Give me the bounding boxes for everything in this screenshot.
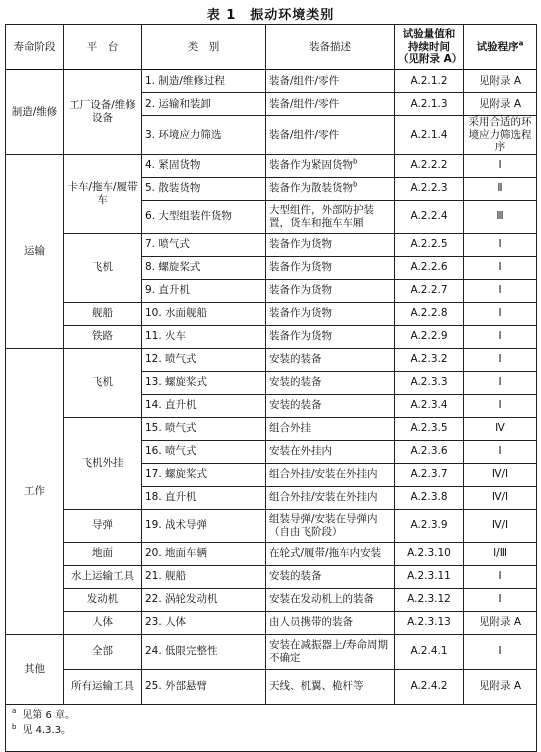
equipment-cell: 装备作为货物: [266, 256, 395, 279]
procedure-cell: Ⅰ: [464, 440, 537, 463]
equipment-cell: 装备/组件/零件: [266, 116, 395, 155]
value-cell: A.2.3.8: [395, 486, 464, 509]
table-row: [6, 542, 537, 565]
category-cell: 24. 低限完整性: [142, 634, 266, 669]
platform-cell: 水上运输工具: [64, 565, 142, 588]
equipment-cell: 装备作为货物: [266, 325, 395, 348]
table-row: [6, 509, 537, 542]
table-row: [6, 348, 537, 371]
category-cell: 3. 环境应力筛选: [142, 116, 266, 155]
vibration-environment-table: [5, 24, 537, 752]
table-row: [6, 233, 537, 256]
notes-cell: [6, 704, 537, 751]
procedure-cell: Ⅲ: [464, 200, 537, 233]
value-cell: A.2.3.13: [395, 611, 464, 634]
header-value: 试验量值和持续时间（见附录 A）: [395, 25, 464, 70]
value-cell: A.2.2.6: [395, 256, 464, 279]
value-cell: A.2.3.11: [395, 565, 464, 588]
header-procedure-label: 试验程序: [476, 40, 519, 53]
category-cell: 15. 喷气式: [142, 417, 266, 440]
procedure-cell: Ⅰ: [464, 325, 537, 348]
stage-cell: 制造/维修: [6, 70, 64, 155]
equipment-cell: 安装在减振器上/寿命周期不确定: [266, 634, 395, 669]
equipment-cell: 装备作为货物: [266, 302, 395, 325]
procedure-cell: Ⅳ/Ⅰ: [464, 509, 537, 542]
value-cell: A.2.1.2: [395, 70, 464, 93]
category-cell: 2. 运输和装卸: [142, 93, 266, 116]
value-cell: A.2.3.3: [395, 371, 464, 394]
equipment-cell: 安装的装备: [266, 348, 395, 371]
platform-cell: 全部: [64, 634, 142, 669]
procedure-cell: Ⅰ/Ⅲ: [464, 542, 537, 565]
note-text: 见第 6 章。: [22, 709, 76, 721]
procedure-cell: Ⅰ: [464, 348, 537, 371]
procedure-cell: Ⅰ: [464, 565, 537, 588]
footnote-mark: b: [353, 180, 358, 189]
note-text: 见 4.3.3。: [22, 725, 72, 737]
equipment-cell: 安装的装备: [266, 371, 395, 394]
procedure-cell: Ⅰ: [464, 394, 537, 417]
header-platform: 平 台: [64, 25, 142, 70]
equipment-cell: 组装导弹/安装在导弹内（自由飞阶段）: [266, 509, 395, 542]
note-item: [12, 723, 530, 739]
platform-cell: 飞机: [64, 233, 142, 302]
table-row: [6, 154, 537, 177]
platform-cell: 飞机外挂: [64, 417, 142, 509]
procedure-cell: Ⅰ: [464, 302, 537, 325]
equipment-cell: 大型组件，外部防护装置，货车和拖车车厢: [266, 200, 395, 233]
table-row: [6, 302, 537, 325]
notes-row: [6, 704, 537, 751]
stage-cell: 运输: [6, 154, 64, 348]
platform-cell: 舰船: [64, 302, 142, 325]
value-cell: A.2.3.4: [395, 394, 464, 417]
value-cell: A.2.2.8: [395, 302, 464, 325]
platform-cell: 工厂设备/维修设备: [64, 70, 142, 155]
category-cell: 13. 螺旋桨式: [142, 371, 266, 394]
equipment-cell: 组合外挂: [266, 417, 395, 440]
category-cell: 7. 喷气式: [142, 233, 266, 256]
category-cell: 23. 人体: [142, 611, 266, 634]
stage-cell: 其他: [6, 634, 64, 704]
table-row: [6, 588, 537, 611]
procedure-cell: Ⅰ: [464, 634, 537, 669]
category-cell: 17. 螺旋桨式: [142, 463, 266, 486]
procedure-cell: 见附录 A: [464, 669, 537, 704]
table-row: [6, 70, 537, 93]
equipment-cell: 组合外挂/安装在外挂内: [266, 486, 395, 509]
procedure-cell: Ⅰ: [464, 371, 537, 394]
value-cell: A.2.1.4: [395, 116, 464, 155]
value-cell: A.2.3.7: [395, 463, 464, 486]
category-cell: 22. 涡轮发动机: [142, 588, 266, 611]
equipment-cell: [266, 177, 395, 200]
equipment-cell: 安装在外挂内: [266, 440, 395, 463]
note-item: [12, 708, 530, 724]
procedure-cell: Ⅳ/Ⅰ: [464, 486, 537, 509]
equipment-cell: 组合外挂/安装在外挂内: [266, 463, 395, 486]
equipment-cell: 安装在发动机上的装备: [266, 588, 395, 611]
category-cell: 11. 火车: [142, 325, 266, 348]
category-cell: 16. 喷气式: [142, 440, 266, 463]
platform-cell: 所有运输工具: [64, 669, 142, 704]
category-cell: 1. 制造/维修过程: [142, 70, 266, 93]
header-procedure-mark: a: [518, 39, 524, 48]
platform-cell: 地面: [64, 542, 142, 565]
table-title: 表 1 振动环境类别: [206, 8, 335, 23]
value-cell: A.2.3.10: [395, 542, 464, 565]
value-cell: A.2.4.2: [395, 669, 464, 704]
procedure-cell: Ⅰ: [464, 154, 537, 177]
value-cell: A.2.2.9: [395, 325, 464, 348]
category-cell: 8. 螺旋桨式: [142, 256, 266, 279]
value-cell: A.2.3.9: [395, 509, 464, 542]
table-row: [6, 611, 537, 634]
header-equipment: 装备描述: [266, 25, 395, 70]
header-row: [6, 25, 537, 70]
platform-cell: 发动机: [64, 588, 142, 611]
value-cell: A.2.2.7: [395, 279, 464, 302]
category-cell: 4. 紧固货物: [142, 154, 266, 177]
procedure-cell: Ⅰ: [464, 256, 537, 279]
footnote-mark: b: [353, 157, 358, 166]
value-cell: A.2.2.5: [395, 233, 464, 256]
equipment-cell: 装备作为货物: [266, 233, 395, 256]
procedure-cell: 见附录 A: [464, 611, 537, 634]
table-row: [6, 669, 537, 704]
category-cell: 6. 大型组装件货物: [142, 200, 266, 233]
value-cell: A.2.4.1: [395, 634, 464, 669]
equipment-cell: [266, 154, 395, 177]
equipment-cell: 装备作为货物: [266, 279, 395, 302]
category-cell: 18. 直升机: [142, 486, 266, 509]
table-row: [6, 565, 537, 588]
procedure-cell: Ⅰ: [464, 279, 537, 302]
note-mark: b: [12, 722, 17, 731]
procedure-cell: Ⅳ/Ⅰ: [464, 463, 537, 486]
platform-cell: 导弹: [64, 509, 142, 542]
procedure-cell: Ⅰ: [464, 233, 537, 256]
procedure-cell: Ⅰ: [464, 588, 537, 611]
equipment-cell: 天线、机翼、桅杆等: [266, 669, 395, 704]
category-cell: 10. 水面舰船: [142, 302, 266, 325]
table-row: [6, 325, 537, 348]
category-cell: 25. 外部悬臂: [142, 669, 266, 704]
value-cell: A.2.2.3: [395, 177, 464, 200]
value-cell: A.2.3.5: [395, 417, 464, 440]
table-row: [6, 417, 537, 440]
equipment-cell: 装备/组件/零件: [266, 93, 395, 116]
equipment-cell: 安装的装备: [266, 565, 395, 588]
table-row: [6, 634, 537, 669]
platform-cell: 铁路: [64, 325, 142, 348]
value-cell: A.2.3.2: [395, 348, 464, 371]
procedure-cell: 采用合适的环境应力筛选程序: [464, 116, 537, 155]
header-procedure: [464, 25, 537, 70]
stage-cell: 工作: [6, 348, 64, 634]
value-cell: A.2.2.4: [395, 200, 464, 233]
equipment-text: 装备作为紧固货物: [269, 159, 353, 172]
platform-cell: 飞机: [64, 348, 142, 417]
value-cell: A.2.3.12: [395, 588, 464, 611]
equipment-cell: 装备/组件/零件: [266, 70, 395, 93]
platform-cell: 人体: [64, 611, 142, 634]
value-cell: A.2.2.2: [395, 154, 464, 177]
category-cell: 5. 散装货物: [142, 177, 266, 200]
category-cell: 12. 喷气式: [142, 348, 266, 371]
note-mark: a: [12, 707, 17, 716]
header-category: 类 别: [142, 25, 266, 70]
platform-cell: 卡车/拖车/履带车: [64, 154, 142, 233]
category-cell: 9. 直升机: [142, 279, 266, 302]
value-cell: A.2.3.6: [395, 440, 464, 463]
category-cell: 21. 舰船: [142, 565, 266, 588]
procedure-cell: 见附录 A: [464, 70, 537, 93]
category-cell: 19. 战术导弹: [142, 509, 266, 542]
value-cell: A.2.1.3: [395, 93, 464, 116]
procedure-cell: 见附录 A: [464, 93, 537, 116]
equipment-text: 装备作为散装货物: [269, 182, 353, 195]
equipment-cell: 安装的装备: [266, 394, 395, 417]
procedure-cell: Ⅱ: [464, 177, 537, 200]
procedure-cell: Ⅳ: [464, 417, 537, 440]
equipment-cell: 在轮式/履带/拖车内安装: [266, 542, 395, 565]
category-cell: 20. 地面车辆: [142, 542, 266, 565]
header-stage: 寿命阶段: [6, 25, 64, 70]
equipment-cell: 由人员携带的装备: [266, 611, 395, 634]
category-cell: 14. 直升机: [142, 394, 266, 417]
